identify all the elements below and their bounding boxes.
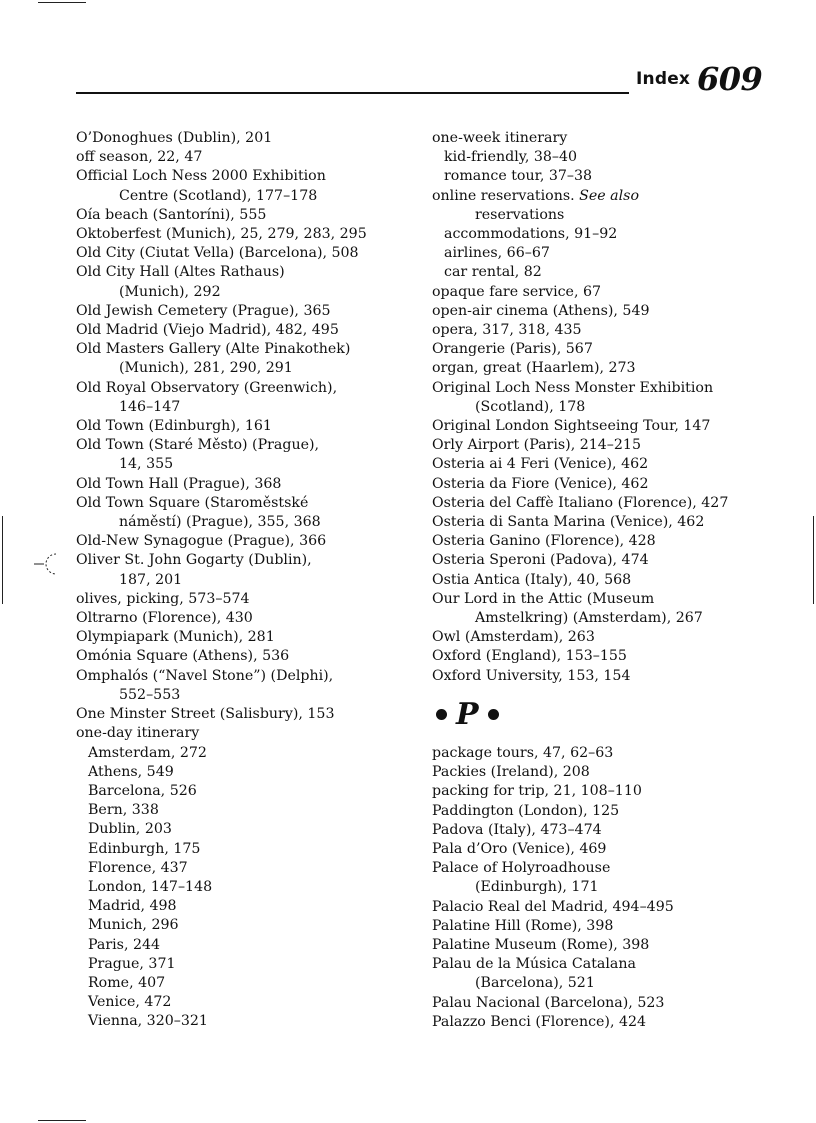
index-entry-text [432, 667, 792, 686]
index-entry-label: package tours, 47, 62–63 [432, 744, 614, 761]
index-entry-text [76, 801, 426, 820]
index-entry [76, 590, 426, 609]
index-entry [76, 436, 426, 474]
index-entry [432, 898, 792, 917]
index-subentry [76, 897, 426, 916]
index-entry-continuation [76, 455, 426, 474]
index-entry [432, 955, 792, 993]
index-entry-text [432, 647, 792, 666]
index-entry-text [76, 897, 426, 916]
index-entry-text [76, 475, 426, 494]
index-entry-label: organ, great (Haarlem), 273 [432, 360, 636, 377]
index-entry-text [76, 302, 426, 321]
index-entry-label: online reservations. [432, 187, 575, 204]
index-subentry [432, 263, 792, 282]
index-entry-text [76, 340, 426, 359]
index-entry-label: Old Town (Staré Město) (Prague), [76, 437, 320, 454]
index-entry [432, 359, 792, 378]
index-entry-text [76, 820, 426, 839]
index-entry-label: Rome, 407 [88, 974, 166, 991]
index-entry-text [76, 647, 426, 666]
index-entry-continuation [76, 283, 426, 302]
index-entry-text [432, 744, 792, 763]
index-subentry [76, 955, 426, 974]
index-entry [432, 283, 792, 302]
index-entry-label: (Munich), 292 [119, 283, 221, 300]
index-entry-text [432, 821, 792, 840]
index-entry-text [432, 359, 792, 378]
index-entry-label: Old City Hall (Altes Rathaus) [76, 264, 285, 281]
index-entry-label: Edinburgh, 175 [88, 840, 201, 857]
index-entry [432, 628, 792, 647]
index-entry-text [432, 840, 792, 859]
index-entry [432, 1013, 792, 1032]
index-entry-text [76, 763, 426, 782]
index-entry-text [432, 321, 792, 340]
index-subentry [76, 763, 426, 782]
index-entry-label: Dublin, 203 [88, 821, 172, 838]
index-entry-text [432, 263, 792, 282]
index-entry-label: Centre (Scotland), 177–178 [119, 187, 318, 204]
index-entry-label: one-week itinerary [432, 130, 568, 146]
index-entry-text [76, 916, 426, 935]
index-entry [432, 917, 792, 936]
index-entry-label: Omónia Square (Athens), 536 [76, 648, 290, 665]
index-entry-label: Padova (Italy), 473–474 [432, 821, 602, 838]
index-entry-text [432, 379, 792, 398]
index-entry-continuation [76, 187, 426, 206]
index-entry-label: (Edinburgh), 171 [475, 879, 599, 896]
index-entry-label: 187, 201 [119, 571, 183, 588]
index-entry [432, 129, 792, 148]
index-entry-text [432, 898, 792, 917]
index-entry-text [432, 129, 792, 148]
running-head: Index [636, 69, 691, 89]
header-rule [76, 92, 629, 94]
index-entry [432, 475, 792, 494]
index-entry-continuation [432, 878, 792, 897]
index-entry-text [432, 917, 792, 936]
index-entry [432, 821, 792, 840]
index-entry [76, 647, 426, 666]
index-entry-text [76, 244, 426, 263]
index-entry-text [432, 148, 792, 167]
index-entry-label: Olympiapark (Munich), 281 [76, 629, 275, 646]
section-letter: P [456, 697, 479, 733]
index-entry-text [76, 705, 426, 724]
index-entry [432, 782, 792, 801]
index-entry [432, 840, 792, 859]
index-section-o-continued [432, 129, 792, 686]
index-entry [432, 936, 792, 955]
binder-hole-mark [34, 551, 58, 575]
crop-mark-bottom [38, 1120, 86, 1121]
index-subentry [76, 801, 426, 820]
index-entry [432, 417, 792, 436]
index-entry [76, 244, 426, 263]
index-entry [432, 302, 792, 321]
index-entry-label: One Minster Street (Salisbury), 153 [76, 706, 335, 723]
index-entry-label: Old City (Ciutat Vella) (Barcelona), 508 [76, 245, 359, 262]
index-entry [432, 571, 792, 590]
index-entry-continuation [76, 398, 426, 417]
index-section-p [432, 744, 792, 1032]
index-entry-text [432, 244, 792, 263]
index-entry-label: Palace of Holyroadhouse [432, 860, 611, 877]
section-bullet-icon [488, 709, 499, 720]
index-entry-label: Osteria Speroni (Padova), 474 [432, 552, 649, 569]
index-entry [432, 802, 792, 821]
index-entry-text [432, 475, 792, 494]
index-entry-label: Palau Nacional (Barcelona), 523 [432, 994, 665, 1011]
index-entry-continuation [432, 609, 792, 628]
index-subentry [76, 744, 426, 763]
index-entry [76, 724, 426, 743]
index-entry-label: airlines, 66–67 [444, 245, 550, 262]
index-entry-label: romance tour, 37–38 [444, 168, 593, 185]
index-subentry [76, 820, 426, 839]
index-entry-text [76, 436, 426, 455]
index-entry-label: Palazzo Benci (Florence), 424 [432, 1013, 647, 1030]
index-entry-label: Madrid, 498 [88, 898, 177, 915]
crop-mark-top [38, 2, 86, 3]
index-entry [432, 667, 792, 686]
index-entry-text [432, 782, 792, 801]
index-entry-label: Old Masters Gallery (Alte Pinakothek) [76, 341, 351, 358]
index-entry-label: 146–147 [119, 398, 181, 415]
index-entry [76, 417, 426, 436]
index-entry-text [432, 994, 792, 1013]
index-entry-label: Omphalós (“Navel Stone”) (Delphi), [76, 667, 334, 684]
index-entry-label: (Scotland), 178 [475, 398, 586, 415]
index-subentry [76, 974, 426, 993]
index-entry-text [76, 590, 426, 609]
index-entry-label: opera, 317, 318, 435 [432, 322, 582, 339]
index-entry [432, 551, 792, 570]
index-entry-continuation [432, 974, 792, 993]
index-entry-label: Amstelkring) (Amsterdam), 267 [475, 610, 703, 627]
index-entry-label: Our Lord in the Attic (Museum [432, 590, 655, 607]
index-entry [432, 455, 792, 474]
index-entry-text [432, 494, 792, 513]
index-entry-text [432, 436, 792, 455]
index-entry [432, 744, 792, 763]
index-entry-text [76, 206, 426, 225]
index-subentry [76, 936, 426, 955]
index-entry-text [76, 417, 426, 436]
index-subentry [432, 148, 792, 167]
index-entry-label: 552–553 [119, 686, 181, 703]
index-column-left [76, 129, 426, 1032]
index-entry-text [76, 782, 426, 801]
index-entry-text [432, 936, 792, 955]
index-entry [432, 532, 792, 551]
index-entry-label: Bern, 338 [88, 802, 159, 819]
index-entry [76, 302, 426, 321]
index-entry-label: London, 147–148 [88, 878, 213, 895]
index-entry-label: Osteria Ganino (Florence), 428 [432, 533, 656, 550]
index-entry-label: Original Loch Ness Monster Exhibition [432, 379, 714, 396]
trim-mark-left [2, 516, 3, 604]
index-entry [76, 667, 426, 705]
index-entry-label: Original London Sightseeing Tour, 147 [432, 418, 711, 435]
index-entry-label: Venice, 472 [88, 994, 172, 1011]
index-entry-label: Palau de la Música Catalana [432, 956, 636, 973]
trim-mark-right [813, 516, 814, 604]
index-entry-label: Old Madrid (Viejo Madrid), 482, 495 [76, 322, 339, 339]
index-subentry [432, 167, 792, 186]
index-entry [76, 379, 426, 417]
index-entry-text [432, 955, 792, 974]
index-entry-label: Oía beach (Santoríni), 555 [76, 206, 267, 223]
index-entry [76, 609, 426, 628]
index-subentry [76, 878, 426, 897]
index-entry-text [432, 187, 792, 206]
index-entry-continuation [76, 513, 426, 532]
index-entry-label: Palacio Real del Madrid, 494–495 [432, 898, 674, 915]
index-subentry [432, 225, 792, 244]
index-entry [76, 475, 426, 494]
index-entry-text [76, 628, 426, 647]
index-entry-text [76, 936, 426, 955]
index-entry-label: Barcelona, 526 [88, 782, 197, 799]
index-entry-label: Packies (Ireland), 208 [432, 764, 590, 781]
index-entry-label: Oxford (England), 153–155 [432, 648, 627, 665]
index-entry-text [76, 878, 426, 897]
index-entry-text [76, 744, 426, 763]
index-entry-label: car rental, 82 [444, 264, 542, 281]
index-entry-label: Osteria ai 4 Feri (Venice), 462 [432, 456, 649, 473]
index-entry [432, 513, 792, 532]
index-entry [76, 628, 426, 647]
index-entry [76, 206, 426, 225]
index-entry-label: Osteria di Santa Marina (Venice), 462 [432, 514, 705, 531]
index-entry-label: Paris, 244 [88, 936, 161, 953]
index-entry-text [76, 974, 426, 993]
index-entry-text [432, 628, 792, 647]
index-subentry [76, 840, 426, 859]
index-entry-text [76, 724, 426, 743]
index-entry-text [76, 148, 426, 167]
index-entry-text [432, 532, 792, 551]
section-bullet-icon [436, 709, 447, 720]
page-number: 609 [697, 60, 763, 98]
index-entry-label: open-air cinema (Athens), 549 [432, 302, 650, 319]
index-entry [432, 590, 792, 628]
index-subentry [76, 993, 426, 1012]
index-entry-label: Paddington (London), 125 [432, 802, 620, 819]
index-entry [76, 148, 426, 167]
index-entry-label: Owl (Amsterdam), 263 [432, 629, 595, 646]
index-entry-text [432, 302, 792, 321]
index-entry-label: Prague, 371 [88, 955, 176, 972]
index-entry-text [76, 225, 426, 244]
index-entry [76, 705, 426, 724]
index-entry-label: Official Loch Ness 2000 Exhibition [76, 168, 326, 185]
index-entry-label: Munich, 296 [88, 917, 179, 934]
index-entry-label: Florence, 437 [88, 859, 188, 876]
index-entry-label: Old Jewish Cemetery (Prague), 365 [76, 302, 331, 319]
index-entry-continuation [432, 398, 792, 417]
index-entry-text [432, 571, 792, 590]
index-entry-text [432, 340, 792, 359]
index-subentry [432, 244, 792, 263]
index-entry-text [432, 417, 792, 436]
index-entry-continuation [76, 686, 426, 705]
index-entry-label: kid-friendly, 38–40 [444, 149, 578, 166]
index-entry-text [432, 455, 792, 474]
index-entry-text [432, 513, 792, 532]
index-entry [432, 187, 792, 225]
index-entry-label: Palatine Museum (Rome), 398 [432, 936, 650, 953]
index-entry-label: (Munich), 281, 290, 291 [119, 360, 293, 377]
index-entry-label: Osteria da Fiore (Venice), 462 [432, 475, 649, 492]
index-entry [76, 263, 426, 301]
index-entry-label: Pala d’Oro (Venice), 469 [432, 840, 607, 857]
index-entry-label: O’Donoghues (Dublin), 201 [76, 130, 273, 146]
index-entry-label: packing for trip, 21, 108–110 [432, 783, 642, 800]
section-heading-p [432, 686, 792, 744]
index-entry-label: Oliver St. John Gogarty (Dublin), [76, 552, 312, 569]
index-subentry [76, 782, 426, 801]
index-entry-label: Oktoberfest (Munich), 25, 279, 283, 295 [76, 226, 367, 243]
index-entry-label: one-day itinerary [76, 725, 200, 742]
index-entry [432, 340, 792, 359]
index-subentry [76, 916, 426, 935]
index-entry [76, 494, 426, 532]
index-subentry [76, 859, 426, 878]
index-entry-label: Palatine Hill (Rome), 398 [432, 917, 614, 934]
index-entry-text [76, 494, 426, 513]
index-entry-text [432, 802, 792, 821]
index-entry [432, 763, 792, 782]
index-entry-label: opaque fare service, 67 [432, 283, 602, 300]
index-entry-text [76, 321, 426, 340]
index-entry-label: Orly Airport (Paris), 214–215 [432, 437, 641, 454]
index-entry-label: olives, picking, 573–574 [76, 590, 250, 607]
index-entry-label: (Barcelona), 521 [475, 975, 595, 992]
index-entry [76, 321, 426, 340]
index-entry-label: Ostia Antica (Italy), 40, 568 [432, 571, 632, 588]
index-entry [432, 494, 792, 513]
index-entry-text [432, 763, 792, 782]
index-entry-text [432, 551, 792, 570]
index-entry-label: Amsterdam, 272 [88, 744, 207, 761]
index-entry [76, 532, 426, 551]
index-entry-text [76, 263, 426, 282]
index-entry-label: Athens, 549 [88, 763, 174, 780]
index-entry-text [432, 283, 792, 302]
index-entry-text [76, 129, 426, 148]
index-entry-continuation [432, 206, 792, 225]
index-entry-label: Osteria del Caffè Italiano (Florence), 427 [432, 494, 729, 511]
index-entry-text [432, 225, 792, 244]
index-entry-text [76, 167, 426, 186]
index-entry-text [76, 667, 426, 686]
index-entry [76, 225, 426, 244]
index-entry [432, 321, 792, 340]
index-entry-label: Old Town (Edinburgh), 161 [76, 418, 272, 435]
index-entry-label: Vienna, 320–321 [88, 1013, 208, 1030]
index-entry-text [76, 859, 426, 878]
index-entry [432, 859, 792, 897]
index-entry-text [76, 955, 426, 974]
index-entry-text [76, 551, 426, 570]
index-entry-text [76, 1012, 426, 1031]
index-entry-text [432, 167, 792, 186]
index-entry [432, 647, 792, 666]
index-entry-text [432, 859, 792, 878]
index-entry-label: Old-New Synagogue (Prague), 366 [76, 533, 327, 550]
index-entry [432, 436, 792, 455]
index-entry-text [432, 590, 792, 609]
index-subentry [76, 1012, 426, 1031]
index-entry [432, 379, 792, 417]
index-entry-label: Old Town Square (Staroměstské [76, 494, 309, 511]
index-entry-text [432, 1013, 792, 1032]
index-entry-label: Old Royal Observatory (Greenwich), [76, 379, 338, 396]
index-entry-text [76, 609, 426, 628]
index-entry-label: reservations [475, 206, 565, 223]
index-entry-label: accommodations, 91–92 [444, 226, 618, 243]
index-column-right [432, 129, 792, 1032]
index-entry-label: off season, 22, 47 [76, 149, 203, 166]
index-entry-continuation [76, 359, 426, 378]
index-entry-label: Oxford University, 153, 154 [432, 667, 631, 684]
index-entry-label: 14, 355 [119, 456, 174, 473]
index-entry [432, 994, 792, 1013]
index-entry-label: Old Town Hall (Prague), 368 [76, 475, 282, 492]
index-entry-label: Orangerie (Paris), 567 [432, 341, 593, 358]
index-entry-text [76, 532, 426, 551]
index-entry-continuation [76, 571, 426, 590]
index-entry-text [76, 379, 426, 398]
index-entry [76, 167, 426, 205]
index-entry-text [76, 993, 426, 1012]
index-entry [76, 129, 426, 148]
see-also-reference: See also [579, 187, 639, 204]
index-entry-label: náměstí) (Prague), 355, 368 [119, 514, 321, 531]
index-entry [76, 551, 426, 589]
index-entry [76, 340, 426, 378]
index-entry-text [76, 840, 426, 859]
index-entry-label: Oltrarno (Florence), 430 [76, 610, 253, 627]
